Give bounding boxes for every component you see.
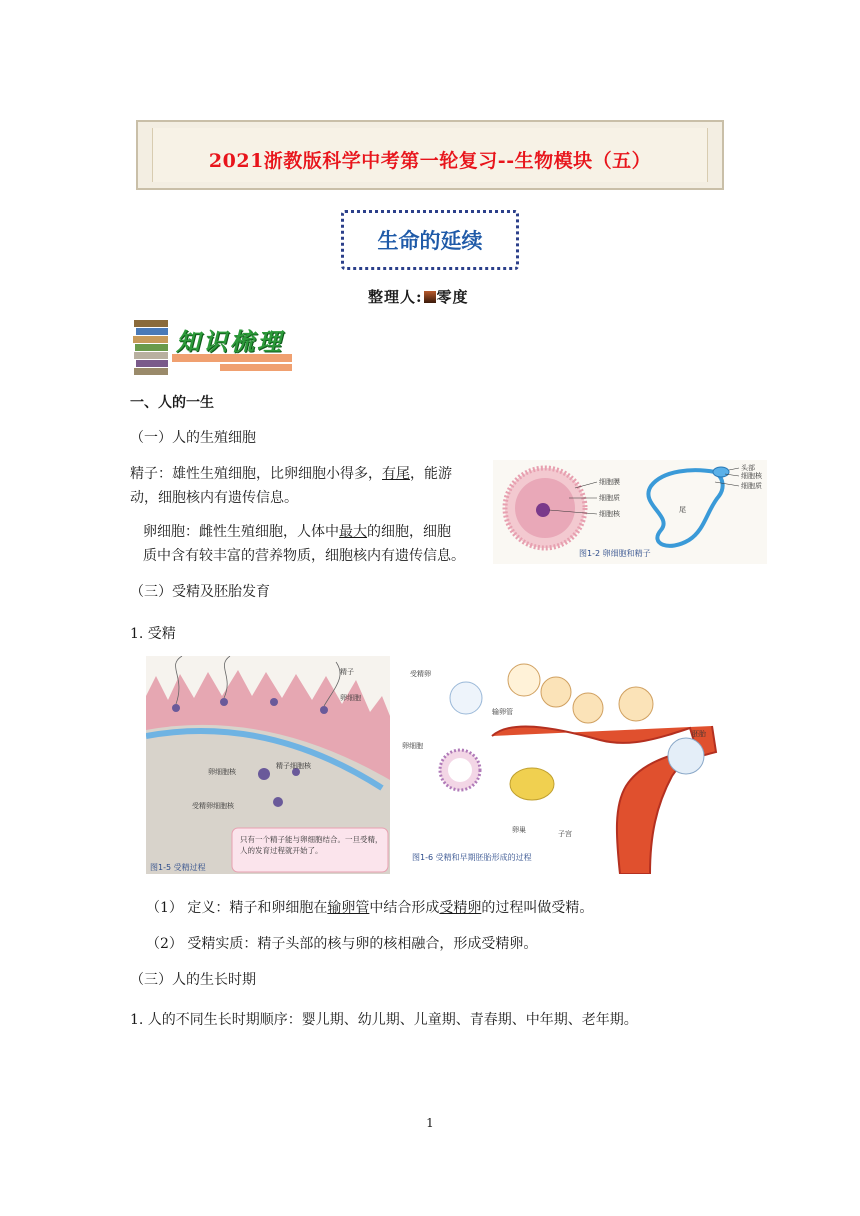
books-icon — [132, 318, 170, 376]
fig12-label: 细胞核 — [599, 510, 620, 518]
list-item: 1. 人的不同生长时期顺序：婴儿期、幼儿期、儿童期、青春期、中年期、老年期。 — [130, 1012, 638, 1028]
text-run: 卵细胞：雌性生殖细胞，人体中 — [143, 524, 339, 540]
fig15-label: 精子细胞核 — [276, 762, 311, 770]
fig12-label: 细胞质 — [741, 482, 762, 490]
organizer-line — [368, 286, 469, 307]
knowledge-section-header — [132, 318, 292, 376]
fig12-label: 细胞膜 — [599, 478, 620, 486]
heading-level1: 一、人的一生 — [130, 395, 214, 411]
definition-line — [146, 896, 593, 920]
paragraph-sperm — [130, 462, 490, 510]
header-bar — [220, 364, 292, 371]
subheading: （三）受精及胚胎发育 — [130, 584, 270, 600]
text-run: 质中含有较丰富的营养物质，细胞核内有遗传信息。 — [143, 548, 465, 564]
fig15-label: 卵细胞核 — [208, 768, 236, 776]
page-number: 1 — [426, 1116, 434, 1130]
fig15-label: 精子 — [340, 668, 354, 676]
text-run: 动，细胞核内有遗传信息。 — [130, 490, 298, 506]
text-run: 的细胞，细胞 — [367, 524, 451, 540]
early-embryo-illustration — [400, 656, 722, 874]
text-run: 的过程叫做受精。 — [481, 900, 594, 916]
text-run: ，能游 — [410, 466, 452, 482]
fig16-label: 胚胎 — [692, 730, 706, 738]
figure-early-embryo — [400, 656, 722, 874]
fig12-label: 头部 — [741, 464, 755, 472]
fig12-label: 细胞核 — [741, 472, 762, 480]
figure-fertilization — [146, 656, 390, 874]
organizer-avatar-icon — [424, 291, 436, 303]
organizer-name: 零度 — [436, 288, 469, 306]
underlined-term: 最大 — [339, 524, 367, 540]
fig16-label: 受精卵 — [410, 670, 431, 678]
paragraph-egg — [143, 520, 493, 568]
list-item: 1. 受精 — [130, 626, 176, 642]
fig12-label: 细胞质 — [599, 494, 620, 502]
figure-caption: 图1-5 受精过程 — [150, 863, 206, 872]
fig16-label: 输卵管 — [492, 708, 513, 716]
subheading: （三）人的生长时期 — [130, 972, 256, 988]
figure-caption: 图1-2 卵细胞和精子 — [579, 549, 651, 558]
document-subtitle: 生命的延续 — [377, 228, 483, 253]
text-run: 精子：雄性生殖细胞，比卵细胞小得多， — [130, 466, 382, 482]
underlined-term: 受精卵 — [439, 900, 482, 916]
fig15-label: 受精卵细胞核 — [192, 802, 234, 810]
essence-line: （2） 受精实质：精子头部的核与卵的核相融合，形成受精卵。 — [146, 936, 538, 952]
underlined-term: 有尾 — [382, 466, 410, 482]
figure-note: 只有一个精子能与卵细胞结合。一旦受精，人的发育过程就开始了。 — [240, 835, 383, 855]
title-banner — [136, 120, 724, 190]
underlined-term: 输卵管 — [327, 900, 370, 916]
fig16-label: 卵巢 — [512, 826, 526, 834]
fig12-label: 尾 — [679, 506, 686, 514]
figure-caption: 图1-6 受精和早期胚胎形成的过程 — [412, 853, 532, 862]
fig16-label: 子宫 — [558, 830, 572, 838]
document-title: 2021浙教版科学中考第一轮复习--生物模块（五） — [208, 150, 652, 172]
fig15-label: 卵细胞 — [340, 694, 361, 702]
subheading: （一）人的生殖细胞 — [130, 430, 256, 446]
figure-egg-sperm — [493, 460, 767, 564]
subtitle-box — [341, 210, 519, 270]
fig16-label: 卵细胞 — [402, 742, 423, 750]
organizer-prefix: 整理人: — [368, 288, 423, 306]
section-header-label: 知识梳理 — [176, 327, 284, 356]
text-run: （1） 定义：精子和卵细胞在 — [146, 900, 328, 916]
text-run: 中结合形成 — [369, 900, 440, 916]
